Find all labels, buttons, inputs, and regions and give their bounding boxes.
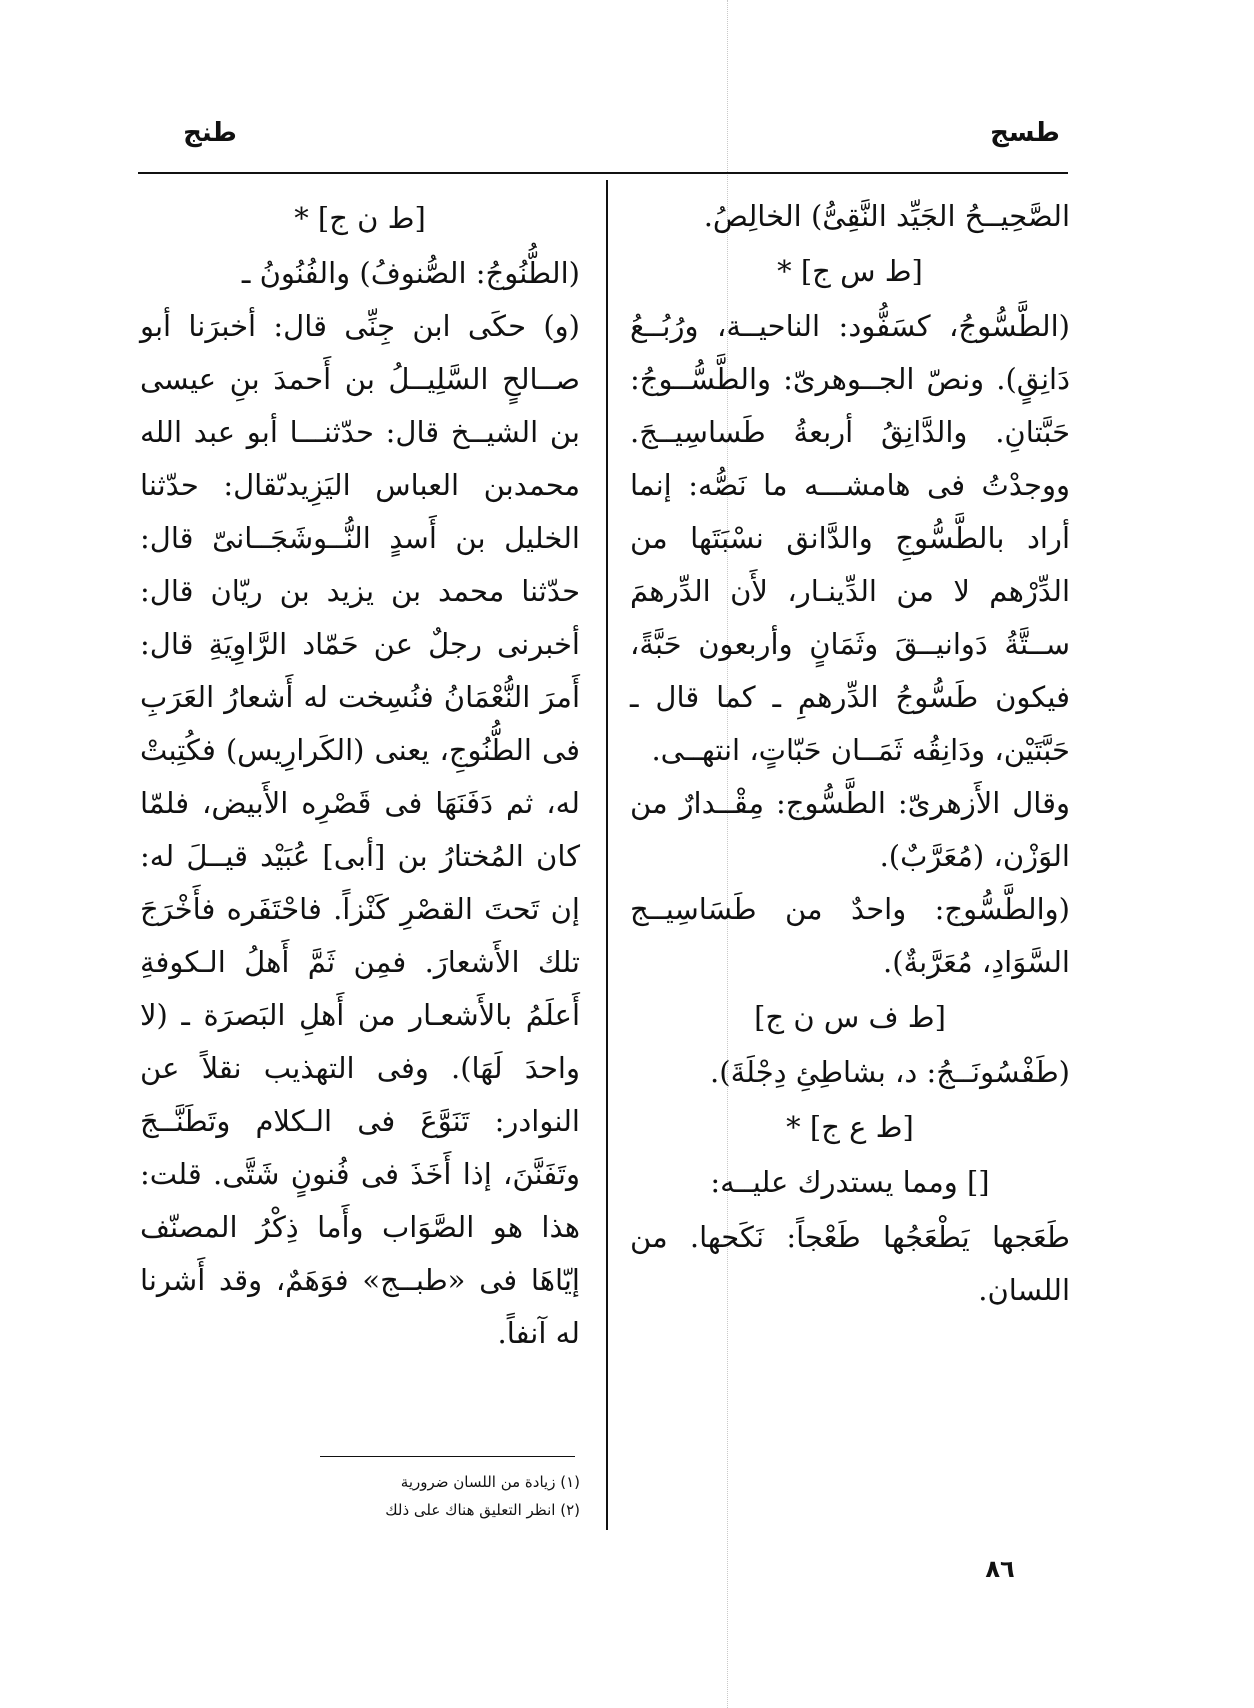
left-paragraph: (و) حكَى ابن جِنِّى قال: أخبرَنا أبو صــالحٍ السَّلِيــلُ بن أَحمدَ بنِ عيسى بن الشيــخ قال: حدّثنـــا أبو عبد الله محمدبن العباس اليَزِيدىّقال: حدّثنا الخليل بن أَسدٍ النُّــوشَجَــانىّ قال: حدّثنا محمد بن يزيد بن ريّان قال: أخبرنى رجلٌ عن حَمّاد الرَّاوِيَةِ قال: أَمرَ النُّعْمَانُ فنُسِخت له أَشعارُ العَرَبِ فى الطُّنُوجِ، يعنى (الكَرارِيس) فكُتِبتْ له، ثم دَفَنَهَا فى قَصْرِه الأَبيض، فلمّا كان المُختارُ بن [أبى] عُبَيْد قيــلَ له: إن تَحتَ القصْرِ كَنْزاً. فاحْتَفَره فأَخْرَجَ تلك الأَشعارَ. فمِن ثَمَّ أَهلُ الـكوفةِ أَعلَمُ بالأَشعـار من أَهلِ البَصرَة ـ (لا واحدَ لَهَا). وفى التهذيب نقلاً عن النوادر: تَنَوَّعَ فى الـكلام وتَطَنَّــجَ وتَفَنَّنَ، إذا أَخَذَ فى فُنونٍ شَتَّى. قلت: هذا هو الصَّوَاب وأَما ذِكْرُ المصنّف إيّاهَا فى «طبــج» فوَهَمٌ، وقد أَشرنا له آنفاً. bbox=[140, 309, 580, 1350]
right-paragraph: وقال الأَزهرىّ: الطَّسُّوج: مِقْــدارٌ من الوَزْن، (مُعَرَّبٌ). bbox=[630, 786, 1070, 873]
column-divider bbox=[606, 180, 608, 1530]
right-entry-heading: [ط ف س ن ج] bbox=[754, 1000, 946, 1034]
footnote-2: (٢) انظر التعليق هناك على ذلك bbox=[385, 1501, 580, 1519]
footnote-rule bbox=[320, 1456, 575, 1457]
right-column bbox=[630, 190, 1070, 1317]
left-entry-heading: [ط ن ج] * bbox=[294, 201, 426, 235]
header-left-word: طنج bbox=[183, 118, 237, 148]
header-rule bbox=[138, 172, 1068, 174]
right-paragraph: (والطَّسُّوج: واحدٌ من طَسَاسِيــج السَّوَادِ، مُعَرَّبةٌ). bbox=[630, 892, 1070, 979]
footnote-1: (١) زيادة من اللسان ضرورية bbox=[400, 1473, 580, 1491]
right-entry-heading: [ط س ج] * bbox=[777, 254, 923, 288]
right-paragraph: (الطَّسُّوجُ، كسَفُّود: الناحيــة، ورُبُــعُ دَانِقٍ). ونصّ الجــوهرىّ: والطَّسُّــوجُ: حَبَّتانِ. والدَّانِقُ أربعةُ طَساسِيــجَ. ووجدْتُ فى هامشـــه ما نَصُّه: إنما أراد بالطَّسُّوجِ والدَّانق نسْبَتَها من الدِّرْهم لا من الدِّينـار، لأَن الدِّرهمَ ســتَّةُ دَوانيــقَ وثَمَانٍ وأربعون حَبَّةً، فيكون طَسُّوجُ الدِّرهمِ ـ كما قال ـ حَبَّتَيْن، ودَانِقُه ثَمَــان حَبّاتٍ، انتهــى. bbox=[630, 309, 1070, 767]
right-paragraph: طَعَجها يَطْعَجُها طَعْجاً: نَكَحها. من اللسان. bbox=[630, 1220, 1070, 1307]
left-paragraph: (الطُّنُوجُ: الصُّنوفُ) والفُنُونُ ـ bbox=[241, 256, 580, 290]
left-column bbox=[140, 190, 580, 1360]
page-number: ٨٦ bbox=[985, 1555, 1015, 1583]
right-entry-heading: [] ومما يستدرك عليــه: bbox=[710, 1165, 990, 1199]
right-paragraph: (طَفْسُونَــجُ: د، بشاطِئِ دِجْلَةَ). bbox=[710, 1055, 1070, 1089]
right-paragraph: الصَّحِيــحُ الجَيِّد النَّقِىُّ) الخالِصُ. bbox=[703, 199, 1070, 233]
right-entry-heading: [ط ع ج] * bbox=[786, 1110, 914, 1144]
header-right-word: طسج bbox=[990, 118, 1060, 148]
footnotes bbox=[300, 1468, 580, 1524]
